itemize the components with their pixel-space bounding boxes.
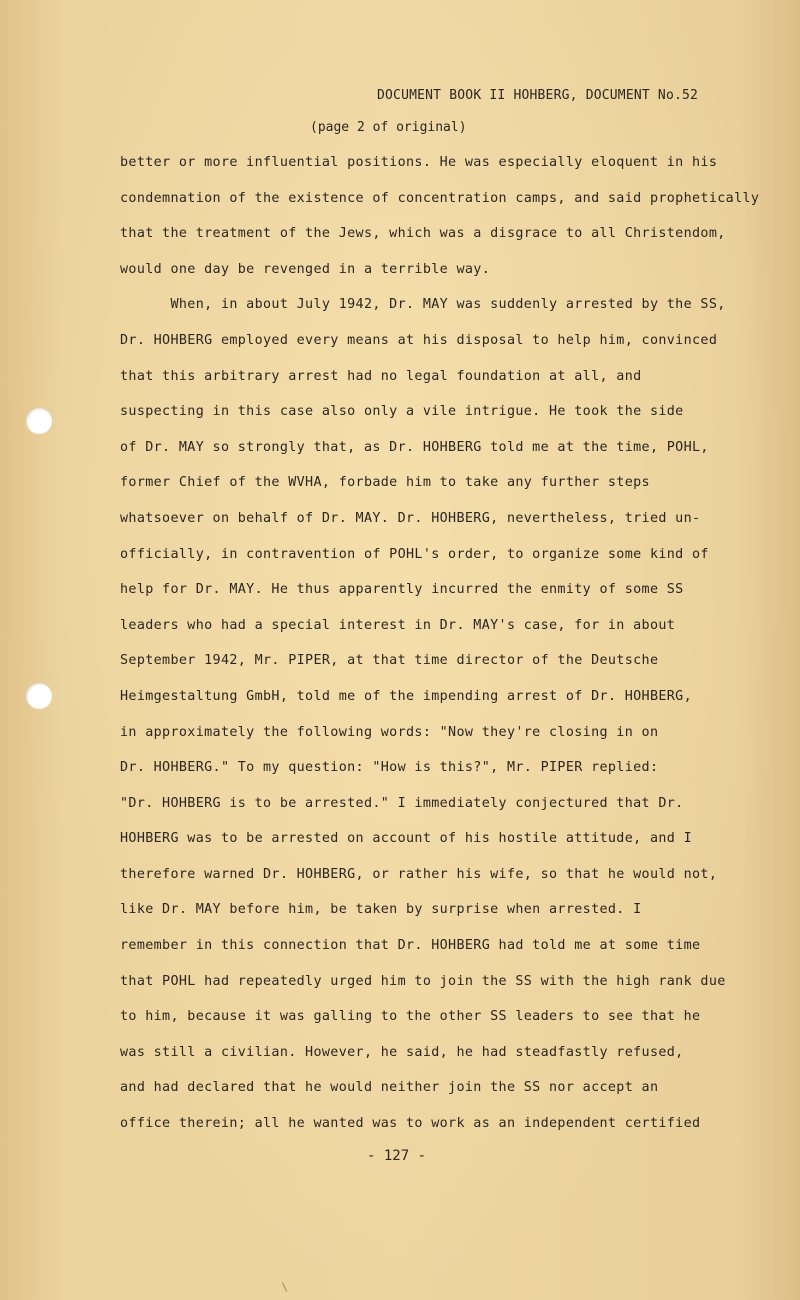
text-line: would one day be revenged in a terrible way. bbox=[120, 261, 491, 277]
text-line: officially, in contravention of POHL's order, to organize some kind of bbox=[120, 546, 709, 562]
text-line: September 1942, Mr. PIPER, at that time director of the Deutsche bbox=[120, 653, 659, 669]
text-line: office therein; all he wanted was to work as an independent certified bbox=[120, 1116, 701, 1132]
text-line: therefore warned Dr. HOHBERG, or rather his wife, so that he would not, bbox=[120, 866, 718, 882]
text-line: suspecting in this case also only a vile intrigue. He took the side bbox=[120, 404, 684, 420]
punch-hole-top bbox=[26, 408, 52, 434]
pencil-mark bbox=[282, 1282, 287, 1291]
text-line: to him, because it was galling to the other SS leaders to see that he bbox=[120, 1009, 701, 1025]
text-line: better or more influential positions. He was especially eloquent in his bbox=[120, 155, 718, 170]
text-line: leaders who had a special interest in Dr. MAY's case, for in about bbox=[120, 617, 676, 633]
text-line: was still a civilian. However, he said, he had steadfastly refused, bbox=[120, 1044, 684, 1060]
text-line: that the treatment of the Jews, which was a disgrace to all Christendom, bbox=[120, 226, 726, 242]
text-line: whatsoever on behalf of Dr. MAY. Dr. HOHBERG, nevertheless, tried un- bbox=[120, 510, 701, 526]
text-line: and had declared that he would neither join the SS nor accept an bbox=[120, 1080, 659, 1096]
text-line: "Dr. HOHBERG is to be arrested." I immediately conjectured that Dr. bbox=[120, 795, 684, 811]
text-line: Heimgestaltung GmbH, told me of the impending arrest of Dr. HOHBERG, bbox=[120, 688, 693, 704]
text-line: like Dr. MAY before him, be taken by surprise when arrested. I bbox=[120, 902, 642, 918]
text-line: that POHL had repeatedly urged him to join the SS with the high rank due bbox=[120, 973, 726, 989]
text-line: Dr. HOHBERG employed every means at his disposal to help him, convinced bbox=[120, 332, 718, 348]
text-line: in approximately the following words: "Now they're closing in on bbox=[120, 724, 659, 740]
text-line: remember in this connection that Dr. HOHBERG had told me at some time bbox=[120, 938, 701, 954]
text-line: Dr. HOHBERG." To my question: "How is this?", Mr. PIPER replied: bbox=[120, 760, 659, 776]
page-reference: (page 2 of original) bbox=[310, 120, 467, 135]
page-number: - 127 - bbox=[367, 1148, 427, 1164]
text-line: that this arbitrary arrest had no legal foundation at all, and bbox=[120, 368, 642, 384]
punch-hole-bottom bbox=[26, 683, 52, 709]
text-line: of Dr. MAY so strongly that, as Dr. HOHBERG told me at the time, POHL, bbox=[120, 439, 709, 455]
text-line: help for Dr. MAY. He thus apparently incurred the enmity of some SS bbox=[120, 582, 684, 598]
text-line: When, in about July 1942, Dr. MAY was suddenly arrested by the SS, bbox=[120, 297, 726, 313]
text-line: HOHBERG was to be arrested on account of his hostile attitude, and I bbox=[120, 831, 693, 847]
text-line: former Chief of the WVHA, forbade him to take any further steps bbox=[120, 475, 650, 491]
text-line: condemnation of the existence of concentration camps, and said prophetically bbox=[120, 190, 760, 206]
document-header: DOCUMENT BOOK II HOHBERG, DOCUMENT No.52 bbox=[377, 88, 699, 103]
body-text bbox=[120, 153, 770, 1150]
